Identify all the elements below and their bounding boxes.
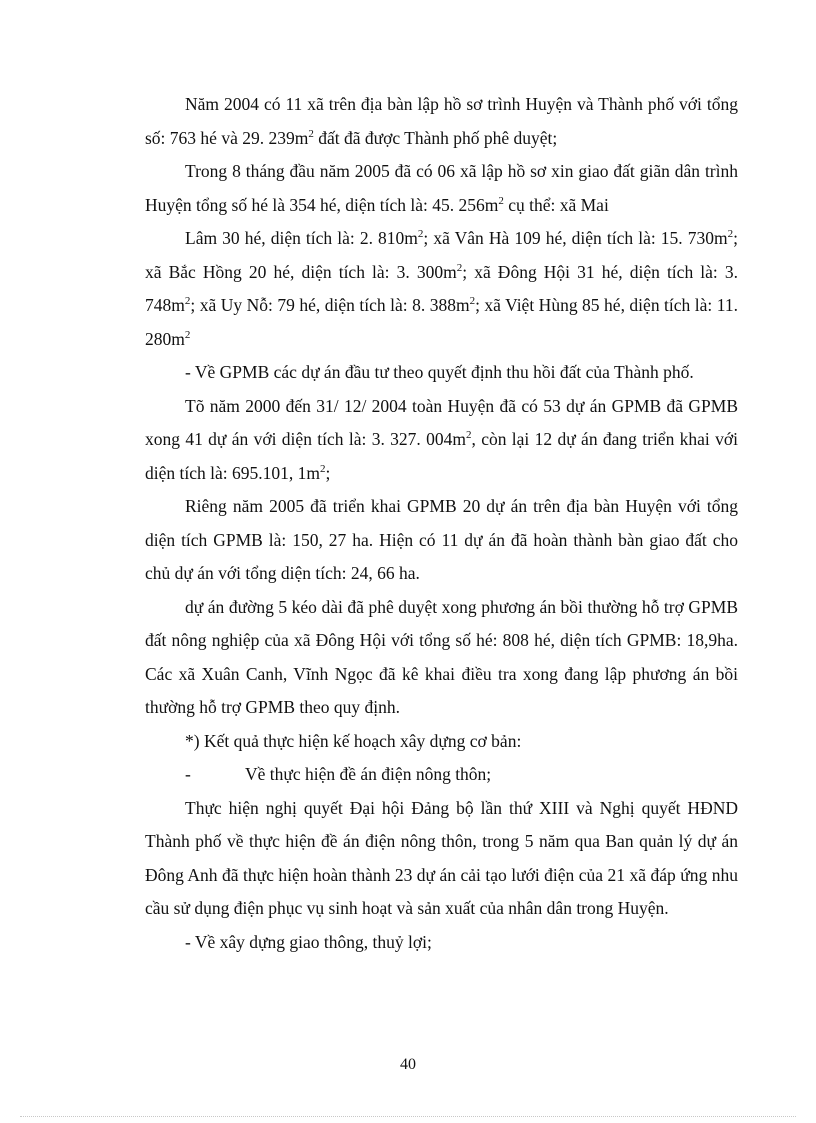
- document-body: [145, 88, 738, 959]
- paragraph-2: Trong 8 tháng đầu năm 2005 đã có 06 xã lập hồ sơ xin giao đất giãn dân trình Huyện tổng số hé là 354 hé, diện tích là: 45. $256m^2$ cụ thể: xã Mai: [145, 161, 738, 215]
- paragraph-6: Riêng năm 2005 đã triển khai GPMB 20 dự án trên địa bàn Huyện với tổng diện tích GPMB là: 150, 27 ha. Hiện có 11 dự án đã hoàn thành bàn giao đất cho chủ dự án với tổng diện tích: 24, 66 ha.: [145, 496, 738, 583]
- page-number: 40: [400, 1056, 416, 1073]
- paragraph-1: Năm 2004 có 11 xã trên địa bàn lập hồ sơ trình Huyện và Thành phố với tổng số: 763 hé và 29. $239m^2$ đất đã được Thành phố phê duyệt;: [145, 94, 738, 148]
- page-bottom-divider: [20, 1116, 796, 1117]
- bullet-dash: -: [185, 764, 191, 784]
- paragraph-10: - Về xây dựng giao thông, thuỷ lợi;: [185, 931, 432, 952]
- paragraph-4: - Về GPMB các dự án đầu tư theo quyết định thu hồi đất của Thành phố.: [185, 362, 694, 382]
- paragraph-5: Tõ năm 2000 đến 31/ 12/ 2004 toàn Huyện đã có 53 dự án GPMB đã GPMB xong 41 dự án với diện tích là: 3. 327. $004m^2$, còn lại 12 dự án đang triển khai với diện tích là: 695.101, $1m^2$;: [145, 395, 739, 483]
- paragraph-7: dự án đường 5 kéo dài đã phê duyệt xong phương án bồi thường hỗ trợ GPMB đất nông nghiệp của xã Đông Hội với tổng số hé: 808 hé, diện tích GPMB: 18,9ha. Các xã Xuân Canh, Vĩnh Ngọc đã kê khai điều tra xong đang lập phương án bồi thường hỗ trợ GPMB theo quy định.: [145, 596, 738, 717]
- paragraph-9: Thực hiện nghị quyết Đại hội Đảng bộ lần thứ XIII và Nghị quyết HĐND Thành phố về thực hiện đề án điện nông thôn, trong 5 năm qua Ban quản lý dự án Đông Anh đã thực hiện hoàn thành 23 dự án cải tạo lưới điện của 21 xã đáp ứng nhu cầu sử dụng điện phục vụ sinh hoạt và sản xuất của nhân dân trong Huyện.: [145, 797, 738, 918]
- section-heading: *) Kết quả thực hiện kế hoạch xây dựng cơ bản:: [185, 730, 522, 751]
- paragraph-3: Lâm 30 hé, diện tích là: 2. $810m^2$; xã Vân Hà 109 hé, diện tích là: 15. $730m^2$; xã Bắc Hồng 20 hé, diện tích là: 3. $300m^2$; xã Đông Hội 31 hé, diện tích là: 3. $748m^2$; xã Uy Nỗ: 79 hé, diện tích là: 8. $388m^2$; xã Việt Hùng 85 hé, diện tích là: 11. $280m^2$: [145, 228, 738, 349]
- bullet-item: [145, 758, 738, 792]
- bullet-text: Về thực hiện đề án điện nông thôn;: [245, 764, 492, 784]
